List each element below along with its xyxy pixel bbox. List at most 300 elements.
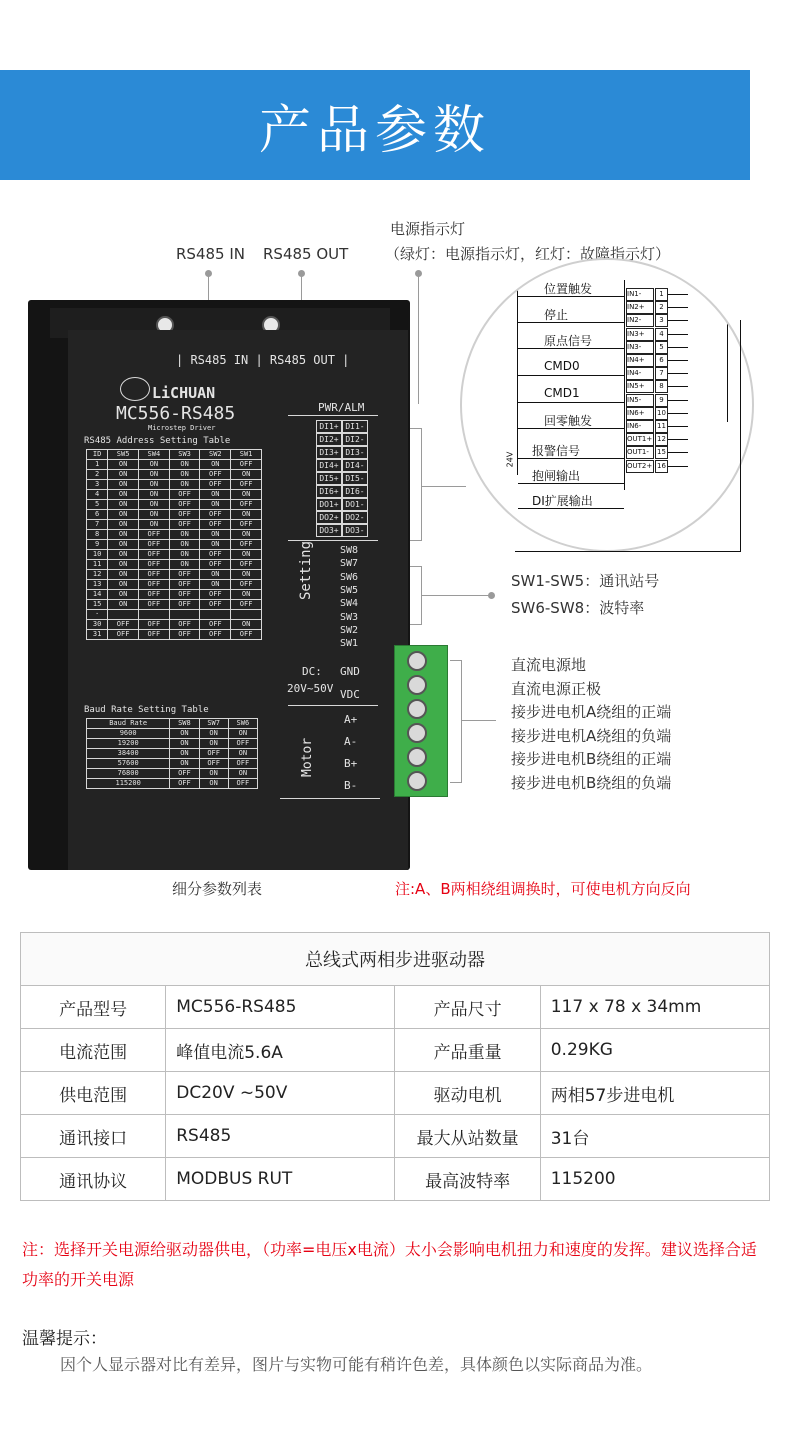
table-cell: OFF bbox=[108, 620, 139, 630]
table-cell: OFF bbox=[138, 580, 169, 590]
table-row bbox=[87, 759, 258, 769]
pin-number: 5 bbox=[655, 341, 668, 354]
wire bbox=[517, 290, 518, 475]
silk-divider bbox=[288, 705, 378, 706]
io-bracket bbox=[421, 428, 422, 540]
table-header-row bbox=[87, 719, 258, 729]
wiring-diagram-inset bbox=[460, 258, 754, 552]
table-row bbox=[87, 769, 258, 779]
pin-label: IN5- bbox=[626, 394, 654, 407]
table-cell: OFF bbox=[169, 580, 200, 590]
table-cell: ON bbox=[108, 510, 139, 520]
pin-label: OUT1- bbox=[626, 446, 654, 459]
table-cell: ON bbox=[108, 590, 139, 600]
table-row bbox=[87, 500, 262, 510]
wire bbox=[518, 508, 624, 509]
header-cell: SW8 bbox=[170, 719, 199, 729]
spec-value: 31台 bbox=[540, 1115, 769, 1158]
io-pin-label: DI2+ bbox=[316, 433, 342, 446]
table-cell: ON bbox=[170, 749, 199, 759]
wire bbox=[740, 320, 741, 552]
io-pin-label: DI1- bbox=[342, 420, 368, 433]
rs485-out-callout: RS485 OUT bbox=[263, 245, 349, 263]
spec-value: 峰值电流5.6A bbox=[166, 1029, 395, 1072]
pwr-alm-label: PWR/ALM bbox=[318, 401, 365, 414]
table-cell: OFF bbox=[199, 749, 228, 759]
table-cell: ON bbox=[228, 769, 257, 779]
table-row bbox=[87, 630, 262, 640]
table-cell: ON bbox=[231, 620, 262, 630]
spec-value: 两相57步进电机 bbox=[540, 1072, 769, 1115]
table-cell: 31 bbox=[87, 630, 108, 640]
pin-number: 2 bbox=[655, 301, 668, 314]
table-cell: ON bbox=[138, 490, 169, 500]
pin-number: 1 bbox=[655, 288, 668, 301]
header-cell: SW5 bbox=[108, 450, 139, 460]
wire bbox=[518, 348, 624, 349]
io-pin-label: DI1+ bbox=[316, 420, 342, 433]
pin-label: IN2- bbox=[626, 314, 654, 327]
signal-label: DI扩展输出 bbox=[532, 494, 593, 508]
spec-row bbox=[21, 1158, 770, 1201]
table-cell: OFF bbox=[169, 570, 200, 580]
signal-label: 原点信号 bbox=[544, 334, 593, 348]
signal-label: 回零触发 bbox=[544, 414, 593, 428]
table-row bbox=[87, 490, 262, 500]
table-row bbox=[87, 550, 262, 560]
table-cell: OFF bbox=[200, 600, 231, 610]
spec-value: MC556-RS485 bbox=[166, 986, 395, 1029]
wire bbox=[668, 320, 688, 321]
sw6-8-callout: SW6-SW8：波特率 bbox=[511, 599, 645, 617]
table-cell: OFF bbox=[138, 540, 169, 550]
gnd-label: GND bbox=[340, 665, 360, 678]
spec-key: 产品型号 bbox=[21, 986, 166, 1029]
table-cell: OFF bbox=[200, 470, 231, 480]
table-cell: ON bbox=[200, 570, 231, 580]
wire bbox=[668, 334, 688, 335]
table-cell: ON bbox=[231, 570, 262, 580]
switch-label: SW6 bbox=[340, 571, 359, 583]
switch-label: SW1 bbox=[340, 638, 359, 650]
table-cell: ON bbox=[108, 550, 139, 560]
terminal-callout: 直流电源地 bbox=[511, 656, 587, 674]
table-cell: ON bbox=[228, 729, 257, 739]
pin-label: IN6- bbox=[626, 420, 654, 433]
pin-label: IN5+ bbox=[626, 380, 654, 393]
terminal-screw-icon bbox=[407, 723, 427, 743]
wire bbox=[518, 402, 624, 403]
table-cell: OFF bbox=[169, 600, 200, 610]
table-cell: OFF bbox=[228, 739, 257, 749]
table-cell: OFF bbox=[231, 500, 262, 510]
io-pin-label: DO1+ bbox=[316, 498, 342, 511]
table-cell: OFF bbox=[138, 600, 169, 610]
io-pin-label: DI3+ bbox=[316, 446, 342, 459]
terminal-bracket bbox=[450, 782, 462, 783]
table-cell bbox=[231, 610, 262, 620]
table-cell: ON bbox=[199, 729, 228, 739]
wire bbox=[668, 347, 688, 348]
table-cell: ON bbox=[199, 739, 228, 749]
table-cell: OFF bbox=[200, 510, 231, 520]
table-cell: ON bbox=[231, 470, 262, 480]
baud-setting-table bbox=[86, 718, 258, 789]
silk-divider bbox=[288, 415, 378, 416]
table-cell: ON bbox=[108, 530, 139, 540]
table-cell: ON bbox=[200, 580, 231, 590]
baud-table-title: Baud Rate Setting Table bbox=[84, 705, 209, 715]
table-cell: ON bbox=[199, 769, 228, 779]
table-row bbox=[87, 570, 262, 580]
table-row bbox=[87, 749, 258, 759]
table-cell: OFF bbox=[231, 600, 262, 610]
wire bbox=[668, 439, 688, 440]
table-cell: OFF bbox=[138, 620, 169, 630]
power-led-title: 电源指示灯 bbox=[390, 220, 466, 238]
spec-row bbox=[21, 1029, 770, 1072]
table-cell: OFF bbox=[138, 550, 169, 560]
spec-table bbox=[20, 932, 770, 1201]
io-pin-label: DO2- bbox=[342, 511, 368, 524]
table-row bbox=[87, 729, 258, 739]
pin-number: 10 bbox=[655, 407, 668, 420]
spec-key: 最高波特率 bbox=[395, 1158, 540, 1201]
table-row bbox=[87, 739, 258, 749]
spec-key: 供电范围 bbox=[21, 1072, 166, 1115]
terminal-screw-icon bbox=[407, 747, 427, 767]
terminal-callout: 接步进电机B绕组的负端 bbox=[511, 773, 672, 792]
table-cell: OFF bbox=[170, 779, 199, 789]
sw-leader bbox=[421, 595, 491, 596]
table-cell: ON bbox=[228, 749, 257, 759]
table-cell: ON bbox=[138, 520, 169, 530]
table-cell: OFF bbox=[138, 530, 169, 540]
table-row bbox=[87, 510, 262, 520]
address-setting-table bbox=[86, 449, 262, 640]
spec-value: 0.29KG bbox=[540, 1029, 769, 1072]
leader-dot bbox=[205, 270, 212, 277]
wire bbox=[624, 280, 625, 490]
page-title: 产品参数 bbox=[258, 100, 491, 161]
motor-pin-label: A- bbox=[344, 735, 358, 748]
table-cell: ON bbox=[231, 530, 262, 540]
spec-row bbox=[21, 1072, 770, 1115]
table-cell: ON bbox=[200, 530, 231, 540]
table-row bbox=[87, 480, 262, 490]
table-cell: 9600 bbox=[87, 729, 170, 739]
setting-label: Setting bbox=[298, 540, 314, 600]
wire bbox=[518, 322, 624, 323]
table-cell: 11 bbox=[87, 560, 108, 570]
table-cell: ON bbox=[231, 510, 262, 520]
rs485-in-callout: RS485 IN bbox=[176, 245, 245, 263]
table-cell: 10 bbox=[87, 550, 108, 560]
spec-row bbox=[21, 1115, 770, 1158]
table-cell: OFF bbox=[138, 630, 169, 640]
table-cell: 115200 bbox=[87, 779, 170, 789]
subdivision-caption: 细分参数列表 bbox=[172, 880, 263, 898]
terminal-callout: 接步进电机A绕组的负端 bbox=[511, 726, 672, 745]
table-cell: ON bbox=[108, 500, 139, 510]
table-cell: · bbox=[87, 610, 108, 620]
table-cell: OFF bbox=[169, 520, 200, 530]
table-row bbox=[87, 530, 262, 540]
spec-key: 通讯协议 bbox=[21, 1158, 166, 1201]
table-row bbox=[87, 620, 262, 630]
header-cell: ID bbox=[87, 450, 108, 460]
leader-dot bbox=[488, 592, 495, 599]
table-cell: OFF bbox=[231, 540, 262, 550]
dc-label: DC: bbox=[302, 665, 322, 678]
table-cell: OFF bbox=[231, 480, 262, 490]
table-row bbox=[87, 470, 262, 480]
switch-label: SW5 bbox=[340, 584, 359, 596]
table-cell: 15 bbox=[87, 600, 108, 610]
table-row bbox=[87, 600, 262, 610]
table-cell: ON bbox=[108, 560, 139, 570]
spec-key: 驱动电机 bbox=[395, 1072, 540, 1115]
header-cell: SW3 bbox=[169, 450, 200, 460]
table-cell bbox=[108, 610, 139, 620]
signal-label: 报警信号 bbox=[532, 444, 581, 458]
table-cell: ON bbox=[170, 759, 199, 769]
terminal-callout: 接步进电机B绕组的正端 bbox=[511, 750, 672, 768]
pin-number: 3 bbox=[655, 314, 668, 327]
table-cell: OFF bbox=[200, 480, 231, 490]
pin-label: IN2+ bbox=[626, 301, 654, 314]
model-label: MC556-RS485 bbox=[116, 403, 236, 424]
table-cell: OFF bbox=[169, 510, 200, 520]
wire bbox=[518, 296, 624, 297]
table-cell: OFF bbox=[228, 759, 257, 769]
table-cell: 8 bbox=[87, 530, 108, 540]
table-cell: 12 bbox=[87, 570, 108, 580]
table-cell: ON bbox=[169, 540, 200, 550]
address-table-title: RS485 Address Setting Table bbox=[84, 436, 231, 446]
terminal-leader bbox=[461, 720, 496, 721]
table-cell: ON bbox=[108, 480, 139, 490]
voltage-label: 24V bbox=[505, 451, 515, 468]
table-cell: 7 bbox=[87, 520, 108, 530]
table-cell: ON bbox=[231, 490, 262, 500]
table-cell: 30 bbox=[87, 620, 108, 630]
table-cell: ON bbox=[108, 520, 139, 530]
header-cell: SW4 bbox=[138, 450, 169, 460]
table-cell: OFF bbox=[231, 560, 262, 570]
spec-value: RS485 bbox=[166, 1115, 395, 1158]
table-row bbox=[87, 460, 262, 470]
table-cell: ON bbox=[200, 490, 231, 500]
table-cell: 3 bbox=[87, 480, 108, 490]
table-row bbox=[87, 580, 262, 590]
table-cell: 38400 bbox=[87, 749, 170, 759]
table-cell: ON bbox=[200, 460, 231, 470]
io-pin-label: DI6- bbox=[342, 485, 368, 498]
table-cell bbox=[200, 610, 231, 620]
table-cell: ON bbox=[170, 729, 199, 739]
tip-body: 因个人显示器对比有差异，图片与实物可能有稍许色差，具体颜色以实际商品为准。 bbox=[60, 1355, 653, 1374]
header-cell: SW1 bbox=[231, 450, 262, 460]
table-cell: ON bbox=[170, 739, 199, 749]
switch-label: SW4 bbox=[340, 598, 359, 610]
table-cell: ON bbox=[231, 550, 262, 560]
leader-dot bbox=[298, 270, 305, 277]
spec-key: 产品尺寸 bbox=[395, 986, 540, 1029]
table-cell bbox=[169, 610, 200, 620]
table-cell: OFF bbox=[200, 590, 231, 600]
table-cell: ON bbox=[169, 470, 200, 480]
wire bbox=[518, 458, 624, 459]
io-pin-label: DI4+ bbox=[316, 459, 342, 472]
terminal-callout: 接步进电机A绕组的正端 bbox=[511, 703, 672, 721]
tip-title: 温馨提示： bbox=[22, 1329, 107, 1349]
io-pin-label: DI4- bbox=[342, 459, 368, 472]
reverse-direction-note: 注:A、B两相绕组调换时，可使电机方向反向 bbox=[395, 880, 691, 898]
table-cell: OFF bbox=[231, 460, 262, 470]
title-banner bbox=[0, 70, 750, 180]
pin-label: IN3+ bbox=[626, 328, 654, 341]
table-cell: ON bbox=[169, 550, 200, 560]
table-row bbox=[87, 540, 262, 550]
pin-label: IN6+ bbox=[626, 407, 654, 420]
header-cell: SW7 bbox=[199, 719, 228, 729]
table-cell: 5 bbox=[87, 500, 108, 510]
pin-label: IN1- bbox=[626, 288, 654, 301]
power-supply-note: 注：选择开关电源给驱动器供电，（功率=电压x电流）太小会影响电机扭力和速度的发挥。建议选择合适功率的开关电源 bbox=[22, 1240, 757, 1289]
wire bbox=[727, 322, 728, 422]
terminal-screw-icon bbox=[407, 699, 427, 719]
spec-key: 电流范围 bbox=[21, 1029, 166, 1072]
table-cell: ON bbox=[108, 580, 139, 590]
signal-label: 位置触发 bbox=[544, 282, 593, 296]
io-pin-label: DI2- bbox=[342, 433, 368, 446]
table-cell: ON bbox=[138, 500, 169, 510]
table-cell: 9 bbox=[87, 540, 108, 550]
table-row bbox=[87, 520, 262, 530]
table-cell: OFF bbox=[200, 630, 231, 640]
io-pin-label: DO1- bbox=[342, 498, 368, 511]
table-cell: ON bbox=[108, 470, 139, 480]
table-cell: ON bbox=[199, 779, 228, 789]
spec-value: 117 x 78 x 34mm bbox=[540, 986, 769, 1029]
table-cell: OFF bbox=[231, 630, 262, 640]
signal-label: 停止 bbox=[544, 308, 569, 322]
terminal-bracket bbox=[461, 660, 462, 782]
wire bbox=[668, 386, 688, 387]
table-cell: OFF bbox=[138, 560, 169, 570]
table-cell: ON bbox=[169, 530, 200, 540]
table-cell: ON bbox=[138, 480, 169, 490]
table-cell bbox=[138, 610, 169, 620]
table-cell: ON bbox=[108, 570, 139, 580]
table-cell: OFF bbox=[169, 490, 200, 500]
signal-label: 抱闸输出 bbox=[532, 469, 581, 483]
table-cell: 2 bbox=[87, 470, 108, 480]
terminal-screw-icon bbox=[407, 771, 427, 791]
table-cell: 14 bbox=[87, 590, 108, 600]
table-cell: OFF bbox=[169, 500, 200, 510]
terminal-block bbox=[394, 645, 448, 797]
spec-key: 产品重量 bbox=[395, 1029, 540, 1072]
table-cell: ON bbox=[138, 510, 169, 520]
pin-label: IN4- bbox=[626, 367, 654, 380]
table-cell: OFF bbox=[138, 590, 169, 600]
switch-label: SW3 bbox=[340, 611, 359, 623]
wire bbox=[518, 375, 624, 376]
sw1-5-callout: SW1-SW5：通讯站号 bbox=[511, 572, 660, 590]
table-cell: ON bbox=[138, 460, 169, 470]
power-led-leader bbox=[418, 272, 419, 404]
wire bbox=[668, 400, 688, 401]
table-cell: ON bbox=[169, 460, 200, 470]
motor-pin-label: A+ bbox=[344, 713, 358, 726]
table-cell: ON bbox=[200, 500, 231, 510]
wire bbox=[668, 413, 688, 414]
table-cell: OFF bbox=[199, 759, 228, 769]
spec-row bbox=[21, 986, 770, 1029]
wire bbox=[668, 373, 688, 374]
pin-number: 7 bbox=[655, 367, 668, 380]
silk-divider bbox=[288, 540, 378, 541]
table-cell: ON bbox=[108, 600, 139, 610]
pin-number: 9 bbox=[655, 394, 668, 407]
table-cell: OFF bbox=[200, 550, 231, 560]
signal-label: CMD0 bbox=[544, 359, 580, 373]
io-pin-label: DO3- bbox=[342, 524, 368, 537]
spec-table-caption: 总线式两相步进驱动器 bbox=[21, 933, 770, 986]
dc-range: 20V~50V bbox=[287, 682, 334, 695]
header-cell: SW2 bbox=[200, 450, 231, 460]
spec-key: 最大从站数量 bbox=[395, 1115, 540, 1158]
table-cell: OFF bbox=[231, 520, 262, 530]
vdc-label: VDC bbox=[340, 688, 360, 701]
table-cell: OFF bbox=[169, 630, 200, 640]
table-cell: ON bbox=[108, 490, 139, 500]
pin-number: 4 bbox=[655, 328, 668, 341]
wire bbox=[668, 307, 688, 308]
table-row bbox=[87, 560, 262, 570]
switch-label: SW8 bbox=[340, 545, 359, 556]
table-row bbox=[87, 590, 262, 600]
io-leader bbox=[421, 486, 466, 487]
table-cell: OFF bbox=[169, 620, 200, 630]
wire bbox=[668, 466, 688, 467]
driver-subtitle: Microstep Driver bbox=[148, 424, 216, 432]
wire bbox=[518, 428, 624, 429]
wire bbox=[518, 483, 624, 484]
io-bracket bbox=[410, 540, 422, 541]
table-cell: OFF bbox=[200, 520, 231, 530]
table-cell: 76800 bbox=[87, 769, 170, 779]
table-cell: 13 bbox=[87, 580, 108, 590]
table-cell: ON bbox=[169, 480, 200, 490]
header-cell: Baud Rate bbox=[87, 719, 170, 729]
table-cell: OFF bbox=[138, 570, 169, 580]
io-pin-label: DI5+ bbox=[316, 472, 342, 485]
terminal-screw-icon bbox=[407, 675, 427, 695]
wire bbox=[668, 360, 688, 361]
spec-value: DC20V ~50V bbox=[166, 1072, 395, 1115]
wire bbox=[668, 426, 688, 427]
motor-label: Motor bbox=[300, 737, 315, 777]
table-header-row bbox=[87, 450, 262, 460]
sw-bracket bbox=[410, 624, 422, 625]
signal-label: CMD1 bbox=[544, 386, 580, 400]
terminal-callout: 直流电源正极 bbox=[511, 679, 602, 698]
table-cell: OFF bbox=[108, 630, 139, 640]
table-cell: OFF bbox=[170, 769, 199, 779]
